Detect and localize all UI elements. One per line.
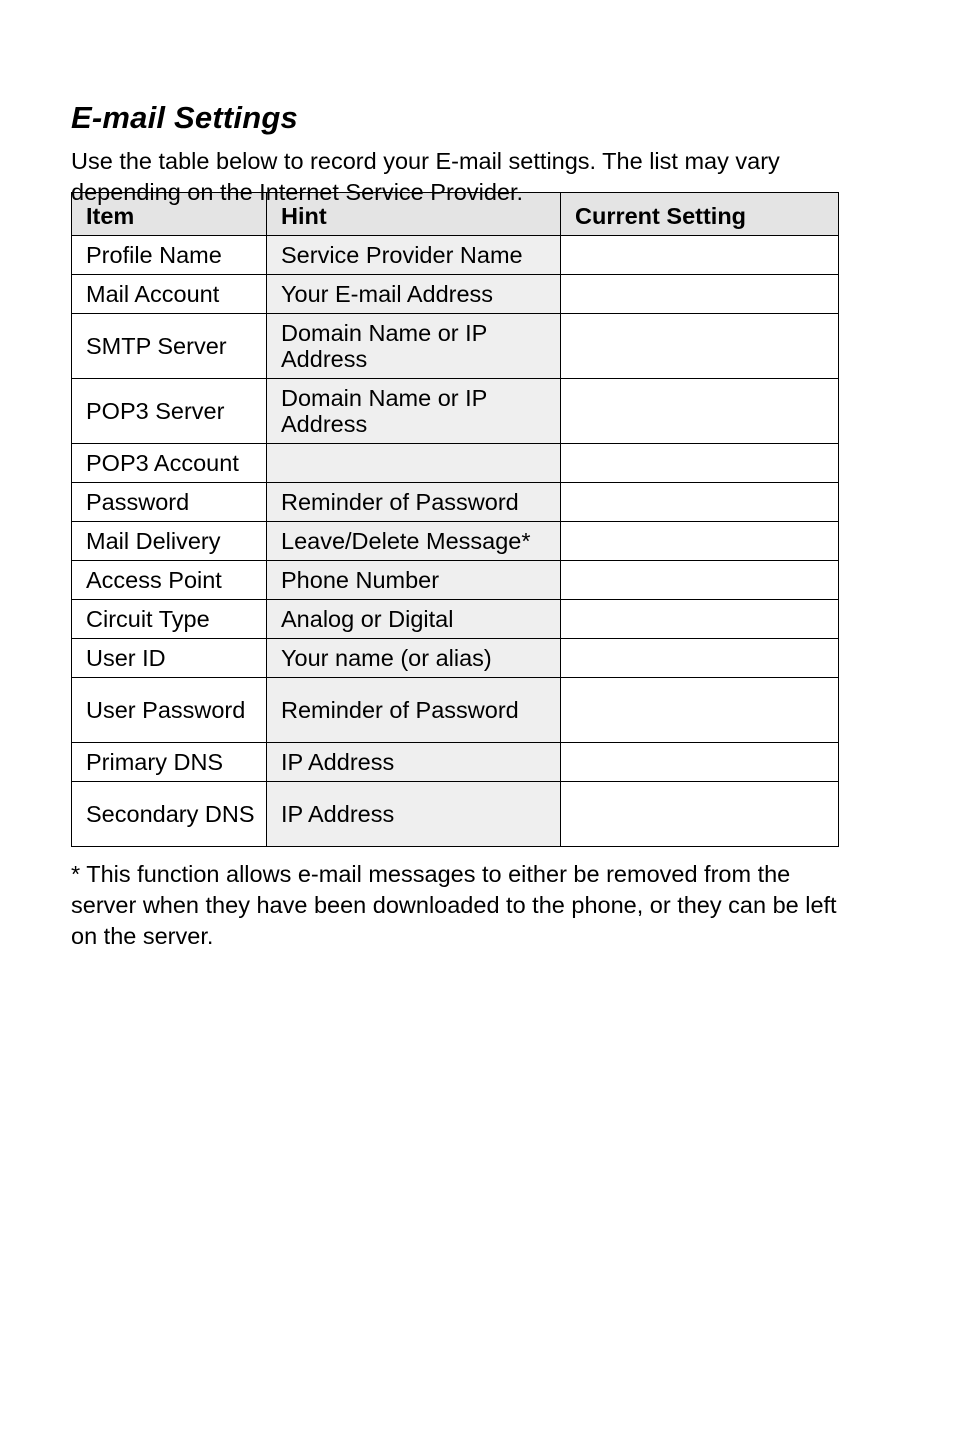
page-title: E-mail Settings [71,100,298,135]
current-setting-cell [561,678,839,743]
hint-cell: Analog or Digital [267,600,561,639]
item-cell: Circuit Type [72,600,267,639]
item-cell: POP3 Account [72,444,267,483]
current-setting-cell [561,275,839,314]
item-cell: Mail Delivery [72,522,267,561]
current-setting-cell [561,743,839,782]
column-header-hint: Hint [267,193,561,236]
item-cell: User Password [72,678,267,743]
hint-cell: Your E-mail Address [267,275,561,314]
hint-cell: IP Address [267,743,561,782]
hint-cell: Domain Name or IP Address [267,379,561,444]
hint-cell: Domain Name or IP Address [267,314,561,379]
current-setting-cell [561,314,839,379]
current-setting-cell [561,444,839,483]
item-cell: Access Point [72,561,267,600]
table-row [72,561,839,600]
table-row [72,639,839,678]
table-row [72,782,839,847]
hint-cell: IP Address [267,782,561,847]
table-row [72,275,839,314]
item-cell: SMTP Server [72,314,267,379]
table-row [72,743,839,782]
item-cell: Secondary DNS [72,782,267,847]
hint-cell: Reminder of Password [267,483,561,522]
item-cell: Mail Account [72,275,267,314]
current-setting-cell [561,561,839,600]
current-setting-cell [561,639,839,678]
table-row [72,522,839,561]
current-setting-cell [561,379,839,444]
footnote: * This function allows e-mail messages to either be removed from the server when they have been downloaded to the phone, or they can be left on the server. [71,861,837,949]
column-header-item: Item [72,193,267,236]
item-cell: User ID [72,639,267,678]
current-setting-cell [561,236,839,275]
document-page [71,96,839,952]
intro-text: Use the table below to record your E-mail settings. The list may vary depending on the Internet Service Provider. [71,148,780,205]
email-settings-table [71,192,839,847]
table-row [72,379,839,444]
current-setting-cell [561,483,839,522]
item-cell: POP3 Server [72,379,267,444]
table-row [72,678,839,743]
current-setting-cell [561,782,839,847]
hint-cell: Phone Number [267,561,561,600]
table-row [72,483,839,522]
table-row [72,314,839,379]
hint-cell [267,444,561,483]
item-cell: Primary DNS [72,743,267,782]
hint-cell: Reminder of Password [267,678,561,743]
hint-cell: Service Provider Name [267,236,561,275]
column-header-current-setting: Current Setting [561,193,839,236]
hint-cell: Leave/Delete Message* [267,522,561,561]
hint-cell: Your name (or alias) [267,639,561,678]
item-cell: Profile Name [72,236,267,275]
current-setting-cell [561,522,839,561]
item-cell: Password [72,483,267,522]
table-row [72,444,839,483]
current-setting-cell [561,600,839,639]
table-row [72,600,839,639]
table-row [72,236,839,275]
